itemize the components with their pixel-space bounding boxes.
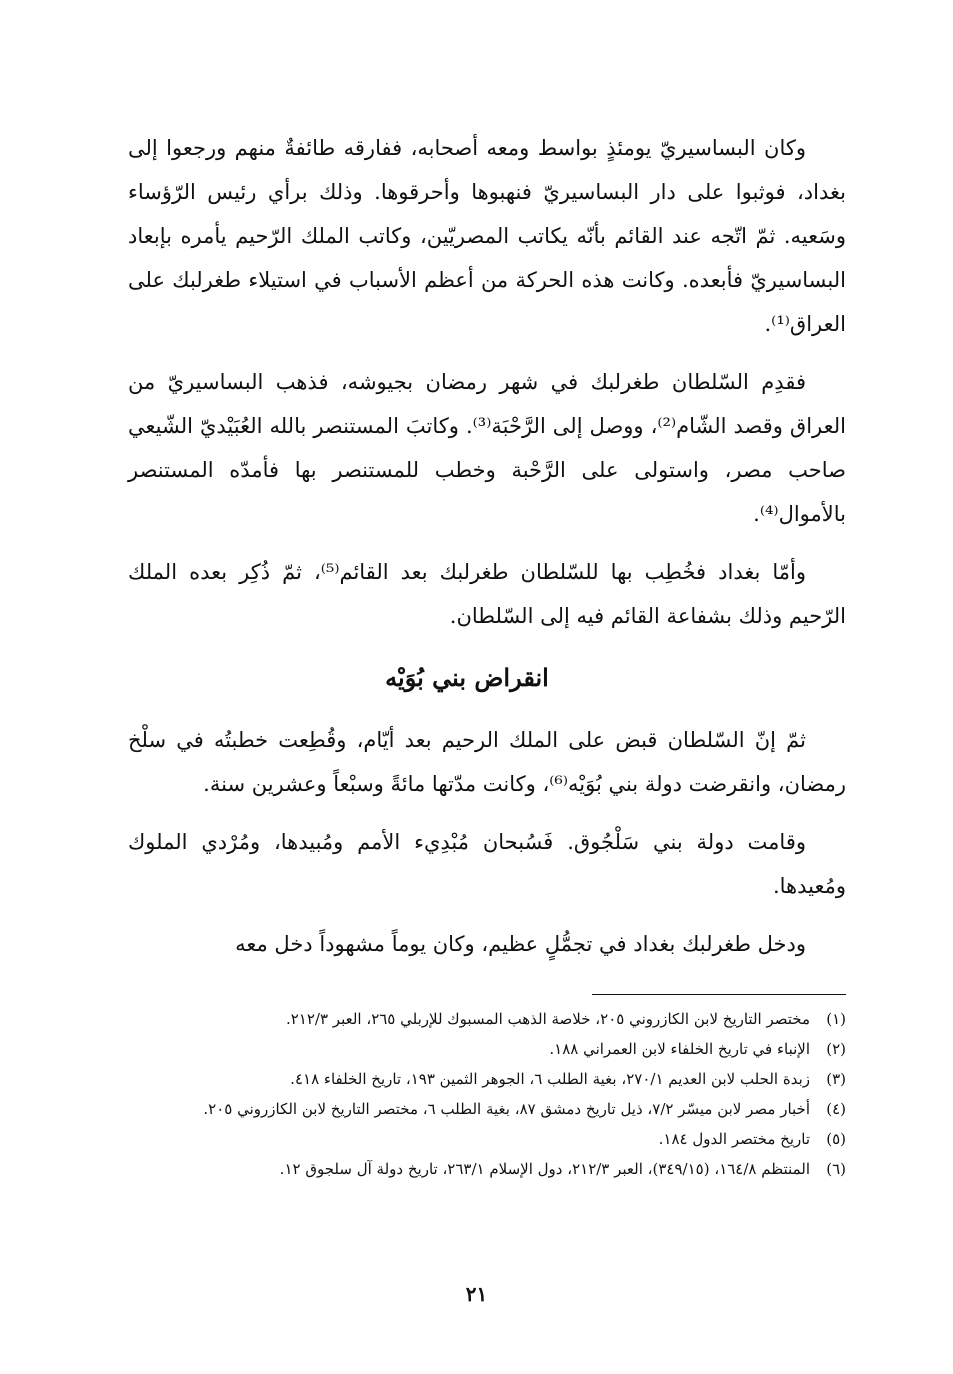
page-number: ٢١ — [465, 1282, 488, 1306]
footnote — [128, 1064, 846, 1094]
paragraph: ودخل طغرلبك بغداد في تجمُّلٍ عظيم، وكان يوماً مشهوداً دخل معه — [235, 932, 806, 956]
footnote-text: زبدة الحلب لابن العديم ٢٧٠/١، بغية الطلب ٦، الجوهر الثمين ١٩٣، تاريخ الخلفاء ٤١٨. — [290, 1070, 810, 1088]
paragraph: ثمّ إنّ السّلطان قبض على الملك الرحيم بعد أيّام، وقُطِعت خطبتُه في سلْخ رمضان، وانقرضت دولة بني بُوَيْه⁽⁶⁾، وكانت مدّتها مائةً وسبْعاً وعشرين سنة. — [128, 728, 846, 796]
footnote-text: مختصر التاريخ لابن الكازروني ٢٠٥، خلاصة الذهب المسبوك للإربلي ٢٦٥، العبر ٢١٢/٣. — [285, 1010, 810, 1028]
footnote-number: (٣) — [826, 1070, 846, 1088]
footnote-text: الإنباء في تاريخ الخلفاء لابن العمراني ١٨٨. — [549, 1040, 810, 1058]
footnote — [128, 1094, 846, 1124]
footnote-text: أخبار مصر لابن ميسّر ٧/٢، ذيل تاريخ دمشق ٨٧، بغية الطلب ٦، مختصر التاريخ لابن الكازروني ٢٠٥. — [203, 1100, 810, 1118]
paragraph: وقامت دولة بني سَلْجُوق. فَسُبحان مُبْدِيء الأمم ومُبيدها، ومُرْدي الملوك ومُعيدها. — [128, 830, 846, 898]
footnote — [128, 1004, 846, 1034]
footnote-number: (١) — [826, 1010, 846, 1028]
footnote-number: (٤) — [826, 1100, 846, 1118]
footnote-divider — [592, 994, 846, 995]
paragraph: وكان البساسيريّ يومئذٍ بواسط ومعه أصحابه، ففارقه طائفةٌ منهم ورجعوا إلى بغداد، فوثبوا على دار البساسيريّ فنهبوها وأحرقوها. وذلك برأي رئيس الرّؤساء وسَعيه. ثمّ اتّجه عند القائم بأنّه يكاتب المصريّين، وكاتب الملك الرّحيم يأمره بإبعاد البساسيريّ فأبعده. وكانت هذه الحركة من أعظم الأسباب في استيلاء طغرلبك على العراق⁽¹⁾. — [128, 136, 846, 336]
footnote-number: (٦) — [826, 1160, 846, 1178]
paragraph: فقدِم السّلطان طغرلبك في شهر رمضان بجيوشه، فذهب البساسيريّ من العراق وقصد الشّام⁽²⁾، ووصل إلى الرَّحْبَة⁽³⁾. وكاتبَ المستنصر بالله العُبَيْديّ الشّيعي صاحب مصر، واستولى على الرَّحْبة وخطب للمستنصر بها فأمدّه المستنصر بالأموال⁽⁴⁾. — [128, 370, 846, 526]
footnote — [128, 1154, 846, 1184]
footnote-number: (٢) — [826, 1040, 846, 1058]
footnote-number: (٥) — [826, 1130, 846, 1148]
section-heading: انقراض بني بُوَيْه — [385, 663, 549, 692]
footnote — [128, 1124, 846, 1154]
footnote-text: المنتظم ١٦٤/٨، (٣٤٩/١٥)، العبر ٢١٢/٣، دول الإسلام ٢٦٣/١، تاريخ دولة آل سلجوق ١٢. — [279, 1160, 810, 1178]
footnotes — [128, 1004, 846, 1184]
footnote-text: تاريخ مختصر الدول ١٨٤. — [658, 1130, 810, 1148]
paragraph: وأمّا بغداد فخُطِب بها للسّلطان طغرلبك بعد القائم⁽⁵⁾، ثمّ ذُكِر بعده الملك الرّحيم وذلك بشفاعة القائم فيه إلى السّلطان. — [128, 560, 846, 628]
main-text — [128, 126, 846, 980]
footnote — [128, 1034, 846, 1064]
